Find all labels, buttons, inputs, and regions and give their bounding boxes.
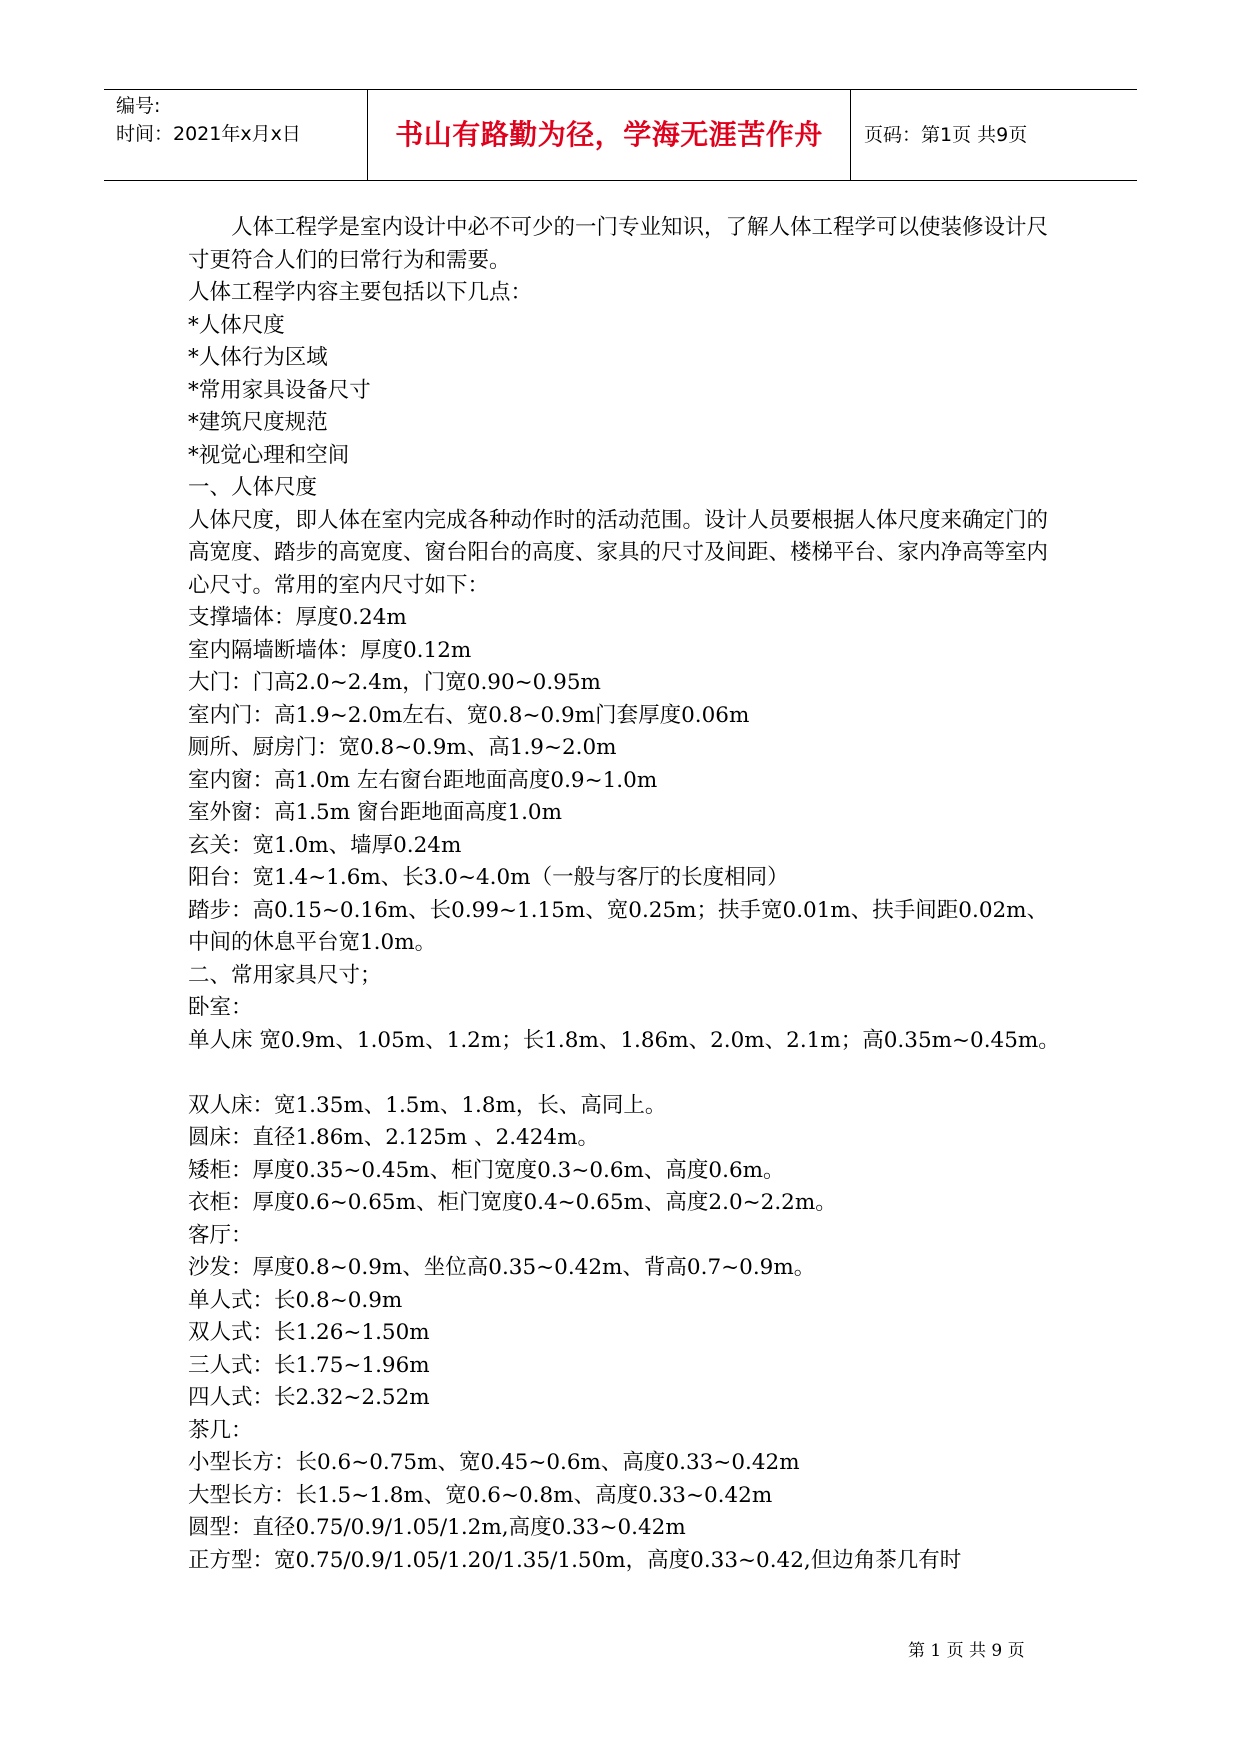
dimension-line: 室内窗：高1.0m 左右窗台距地面高度0.9~1.0m xyxy=(188,767,658,793)
section-heading: 二、常用家具尺寸； xyxy=(188,962,382,988)
page-header xyxy=(104,89,1137,181)
intro-paragraph: 人体工程学是室内设计中必不可少的一门专业知识，了解人体工程学可以使装修设计尺寸更符合人们的曰常行为和需要。 xyxy=(188,215,1049,273)
document-body xyxy=(188,212,1068,1577)
dimension-line: 单人式：长0.8~0.9m xyxy=(188,1287,403,1313)
dimension-line: 玄关：宽1.0m、墙厚0.24m xyxy=(188,832,462,858)
dimension-line: 三人式：长1.75~1.96m xyxy=(188,1352,430,1378)
bullet-item: *人体行为区域 xyxy=(188,345,328,370)
header-motto: 书山有路勤为径，学海无涯苦作舟 xyxy=(395,118,823,151)
header-meta xyxy=(116,92,366,148)
page-footer: 第 1 页 共 9 页 xyxy=(908,1641,1025,1661)
dimension-line: 室内隔墙断墙体：厚度0.12m xyxy=(188,637,472,663)
dimension-line: 矮柜：厚度0.35~0.45m、柜门宽度0.3~0.6m、高度0.6m。 xyxy=(188,1157,785,1183)
dimension-line: 正方型：宽0.75/0.9/1.05/1.20/1.35/1.50m，高度0.33~0.42,但边角茶几有时 xyxy=(188,1547,962,1573)
subsection-heading: 客厅： xyxy=(188,1222,253,1248)
blank-line xyxy=(188,1057,1068,1090)
dimension-line: 室内门：高1.9~2.0m左右、宽0.8~0.9m门套厚度0.06m xyxy=(188,702,750,728)
document-time-label: 时间：2021年x月x日 xyxy=(116,123,301,145)
dimension-line: 小型长方：长0.6~0.75m、宽0.45~0.6m、高度0.33~0.42m xyxy=(188,1450,800,1475)
subsection-heading: 茶几： xyxy=(188,1417,253,1443)
body-paragraph: 人体工程学内容主要包括以下几点： xyxy=(188,280,533,305)
dimension-line: 踏步：高0.15~0.16m、长0.99~1.15m、宽0.25m；扶手宽0.01m、扶手间距0.02m、中间的休息平台宽1.0m。 xyxy=(188,897,1049,955)
dimension-line: 沙发：厚度0.8~0.9m、坐位高0.35~0.42m、背高0.7~0.9m。 xyxy=(188,1255,816,1280)
section-heading: 一、人体尺度 xyxy=(188,475,318,500)
bullet-item: *建筑尺度规范 xyxy=(188,410,328,435)
dimension-line: 圆床：直径1.86m、2.125m 、2.424m。 xyxy=(188,1125,599,1150)
dimension-line: 大门：门高2.0~2.4m，门宽0.90~0.95m xyxy=(188,670,601,695)
subsection-heading: 卧室： xyxy=(188,995,253,1020)
body-paragraph: 人体尺度，即人体在室内完成各种动作时的活动范围。设计人员要根据人体尺度来确定门的高宽度、踏步的高宽度、窗台阳台的高度、家具的尺寸及间距、楼梯平台、家内净高等室内心尺寸。常用的室内尺寸如下： xyxy=(188,507,1049,598)
dimension-line: 单人床 宽0.9m、1.05m、1.2m；长1.8m、1.86m、2.0m、2.1m；高0.35m~0.45m。 xyxy=(188,1027,1060,1053)
dimension-line: 室外窗：高1.5m 窗台距地面高度1.0m xyxy=(188,800,562,825)
header-page-number: 页码：第1页 共9页 xyxy=(864,124,1028,146)
dimension-line: 双人式：长1.26~1.50m xyxy=(188,1320,430,1345)
dimension-line: 双人床：宽1.35m、1.5m、1.8m，长、高同上。 xyxy=(188,1092,667,1118)
dimension-line: 支撑墙体：厚度0.24m xyxy=(188,605,407,630)
document-number-label: 编号: xyxy=(116,95,161,117)
dimension-line: 圆型：直径0.75/0.9/1.05/1.2m,高度0.33~0.42m xyxy=(188,1515,686,1540)
dimension-line: 大型长方：长1.5~1.8m、宽0.6~0.8m、高度0.33~0.42m xyxy=(188,1482,773,1508)
dimension-line: 衣柜：厚度0.6~0.65m、柜门宽度0.4~0.65m、高度2.0~2.2m。 xyxy=(188,1190,837,1215)
dimension-line: 阳台：宽1.4~1.6m、长3.0~4.0m（一般与客厅的长度相同） xyxy=(188,865,789,890)
header-divider-right xyxy=(850,90,851,180)
bullet-item: *人体尺度 xyxy=(188,312,285,338)
bullet-item: *视觉心理和空间 xyxy=(188,442,350,468)
header-divider-left xyxy=(367,90,368,180)
dimension-line: 厕所、厨房门：宽0.8~0.9m、高1.9~2.0m xyxy=(188,735,617,760)
dimension-line: 四人式：长2.32~2.52m xyxy=(188,1385,430,1410)
bullet-item: *常用家具设备尺寸 xyxy=(188,377,371,403)
